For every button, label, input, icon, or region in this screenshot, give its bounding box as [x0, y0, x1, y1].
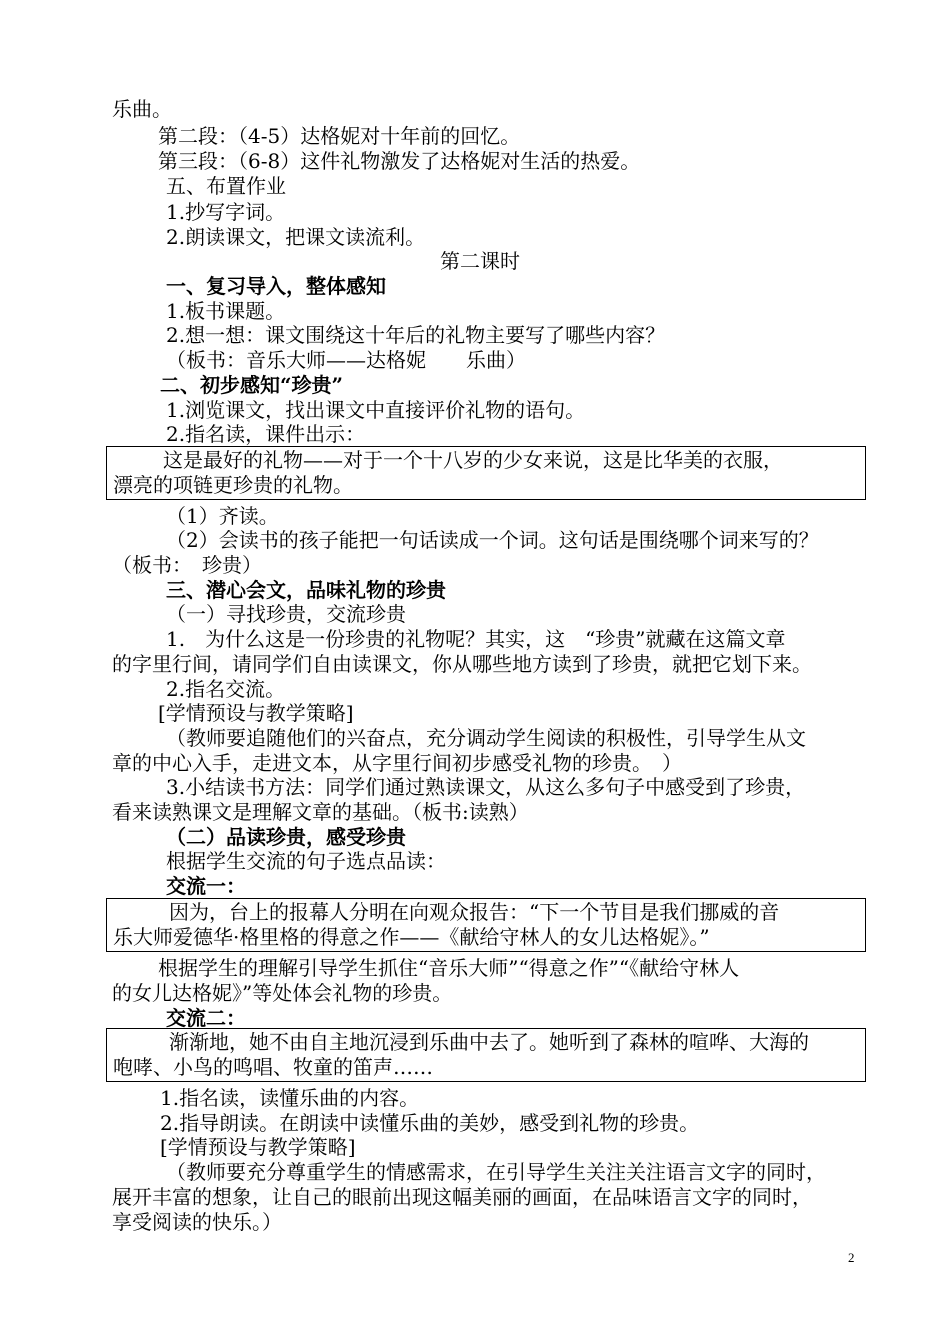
page-number: 2: [848, 1250, 855, 1265]
text-line: 第二段：（4-5）达格妮对十年前的回忆。: [158, 124, 521, 148]
text-line: （板书：音乐大师——达格妮 乐曲）: [166, 348, 526, 372]
text-line: 的女儿达格妮》”等处体会礼物的珍贵。: [112, 981, 453, 1005]
quote-line: 咆哮、小鸟的鸣唱、牧童的笛声……: [113, 1055, 433, 1079]
text-line: （1）齐读。: [166, 504, 279, 528]
exchange-label: 交流一：: [166, 874, 246, 898]
text-line: 1.抄写字词。: [166, 200, 286, 224]
text-line: 根据学生的理解引导学生抓住“音乐大师”“得意之作”“《献给守林人: [158, 956, 740, 980]
section-heading: 二、初步感知“珍贵”: [160, 373, 344, 397]
text-line: 2.指名交流。: [166, 677, 286, 701]
text-line: 2.指导朗读。在朗读中读懂乐曲的美妙，感受到礼物的珍贵。: [160, 1111, 700, 1135]
text-line: 1.指名读，读懂乐曲的内容。: [160, 1086, 420, 1110]
quote-line: 漂亮的项链更珍贵的礼物。: [113, 473, 353, 497]
text-line: （板书： 珍贵）: [112, 553, 262, 577]
section-heading: 一、复习导入，整体感知: [166, 274, 386, 298]
quote-box: [106, 898, 866, 952]
text-line: 2.朗读课文，把课文读流利。: [166, 225, 426, 249]
text-line: 第三段：（6-8）这件礼物激发了达格妮对生活的热爱。: [158, 149, 641, 173]
exchange-label: 交流二：: [166, 1006, 246, 1030]
text-line: 2.想一想：课文围绕这十年后的礼物主要写了哪些内容？: [166, 323, 666, 347]
subsection-heading: （一）寻找珍贵，交流珍贵: [166, 602, 406, 626]
text-line: 的字里行间，请同学们自由读课文，你从哪些地方读到了珍贵，就把它划下来。: [112, 652, 812, 676]
text-line: 展开丰富的想象，让自己的眼前出现这幅美丽的画面，在品味语言文字的同时，: [112, 1185, 812, 1209]
quote-line: 渐渐地，她不由自主地沉浸到乐曲中去了。她听到了森林的喧哗、大海的: [169, 1030, 809, 1054]
text-line: （教师要充分尊重学生的情感需求，在引导学生关注关注语言文字的同时，: [166, 1160, 826, 1184]
text-line: 2.指名读，课件出示：: [166, 422, 366, 446]
quote-line: 乐大师爱德华·格里格的得意之作——《献给守林人的女儿达格妮》。”: [113, 925, 710, 949]
text-line: 看来读熟课文是理解文章的基础。（板书:读熟）: [112, 800, 529, 824]
quote-box: [106, 446, 866, 500]
text-line: （2）会读书的孩子能把一句话读成一个词。这句话是围绕哪个词来写的？: [166, 528, 819, 552]
text-line: 享受阅读的快乐。）: [112, 1210, 282, 1234]
text-line: [学情预设与教学策略]: [158, 701, 354, 725]
text-line: 1.浏览课文，找出课文中直接评价礼物的语句。: [166, 398, 586, 422]
text-line: 根据学生交流的句子选点品读：: [166, 849, 446, 873]
section-heading: 三、潜心会文，品味礼物的珍贵: [166, 578, 446, 602]
text-line: [学情预设与教学策略]: [160, 1135, 356, 1159]
text-line: 章的中心入手，走进文本，从字里行间初步感受礼物的珍贵。 ）: [112, 751, 682, 775]
text-line: 1.板书课题。: [166, 299, 286, 323]
lesson-title: 第二课时: [440, 249, 520, 273]
quote-line: 因为，台上的报幕人分明在向观众报告：“下一个节目是我们挪威的音: [169, 900, 780, 924]
quote-line: 这是最好的礼物——对于一个十八岁的少女来说，这是比华美的衣服，: [163, 448, 783, 472]
text-line: （教师要追随他们的兴奋点，充分调动学生阅读的积极性，引导学生从文: [166, 726, 806, 750]
text-line: 3.小结读书方法：同学们通过熟读课文，从这么多句子中感受到了珍贵，: [166, 775, 806, 799]
subsection-heading: （二）品读珍贵，感受珍贵: [166, 825, 406, 849]
quote-box: [106, 1028, 866, 1082]
text-line: 乐曲。: [112, 97, 172, 121]
text-line: 1. 为什么这是一份珍贵的礼物呢？其实，这 “珍贵”就藏在这篇文章: [166, 627, 786, 651]
section-heading: 五、布置作业: [166, 174, 286, 198]
